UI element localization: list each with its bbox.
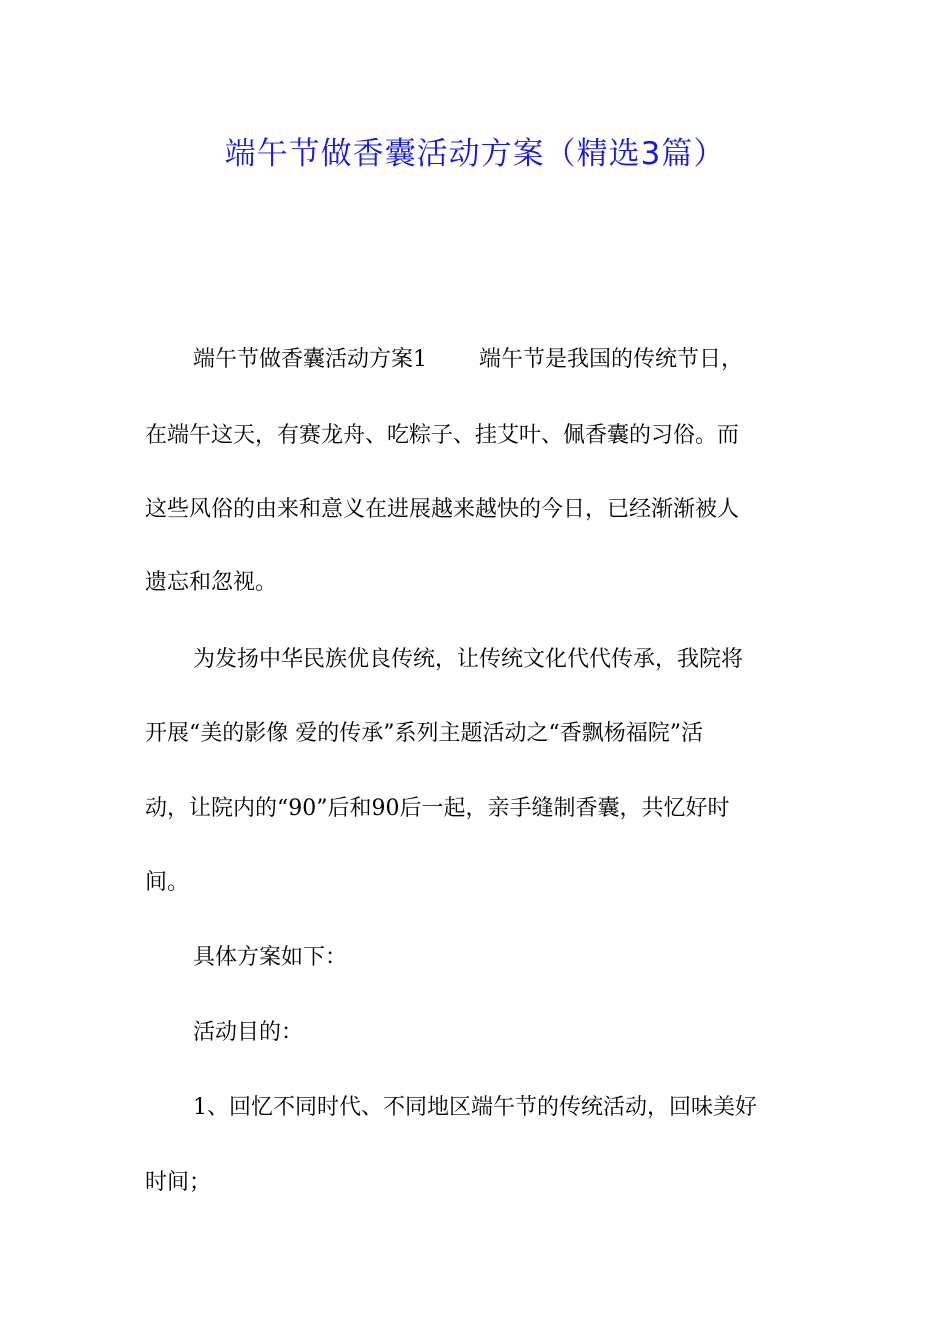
paragraph-line: 开展“美的影像 爱的传承”系列主题活动之“香飘杨福院”活 — [145, 721, 703, 746]
paragraph-line: 1、回忆不同时代、不同地区端午节的传统活动，回味美好 — [193, 1095, 757, 1120]
page-title: 端午节做香囊活动方案（精选3篇） — [224, 136, 726, 172]
paragraph-line: 时间； — [145, 1170, 212, 1195]
paragraph-line: 在端午这天，有赛龙舟、吃粽子、挂艾叶、佩香囊的习俗。而 — [145, 423, 740, 448]
line-text: 端午节是我国的传统节日， — [479, 347, 744, 372]
paragraph-line: 动，让院内的“90”后和90后一起，亲手缝制香囊，共忆好时 — [145, 796, 730, 821]
paragraph-line: 具体方案如下： — [193, 945, 348, 970]
paragraph-line: 活动目的： — [193, 1020, 304, 1045]
paragraph-line: 这些风俗的由来和意义在进展越来越快的今日，已经渐渐被人 — [145, 497, 740, 522]
paragraph-line: 为发扬中华民族优良传统，让传统文化代代传承，我院将 — [193, 647, 744, 672]
paragraph-line: 间。 — [145, 870, 190, 895]
paragraph-line: 遗忘和忽视。 — [145, 570, 278, 595]
paragraph-line — [193, 344, 805, 376]
section-heading: 端午节做香囊活动方案1 — [193, 347, 427, 372]
